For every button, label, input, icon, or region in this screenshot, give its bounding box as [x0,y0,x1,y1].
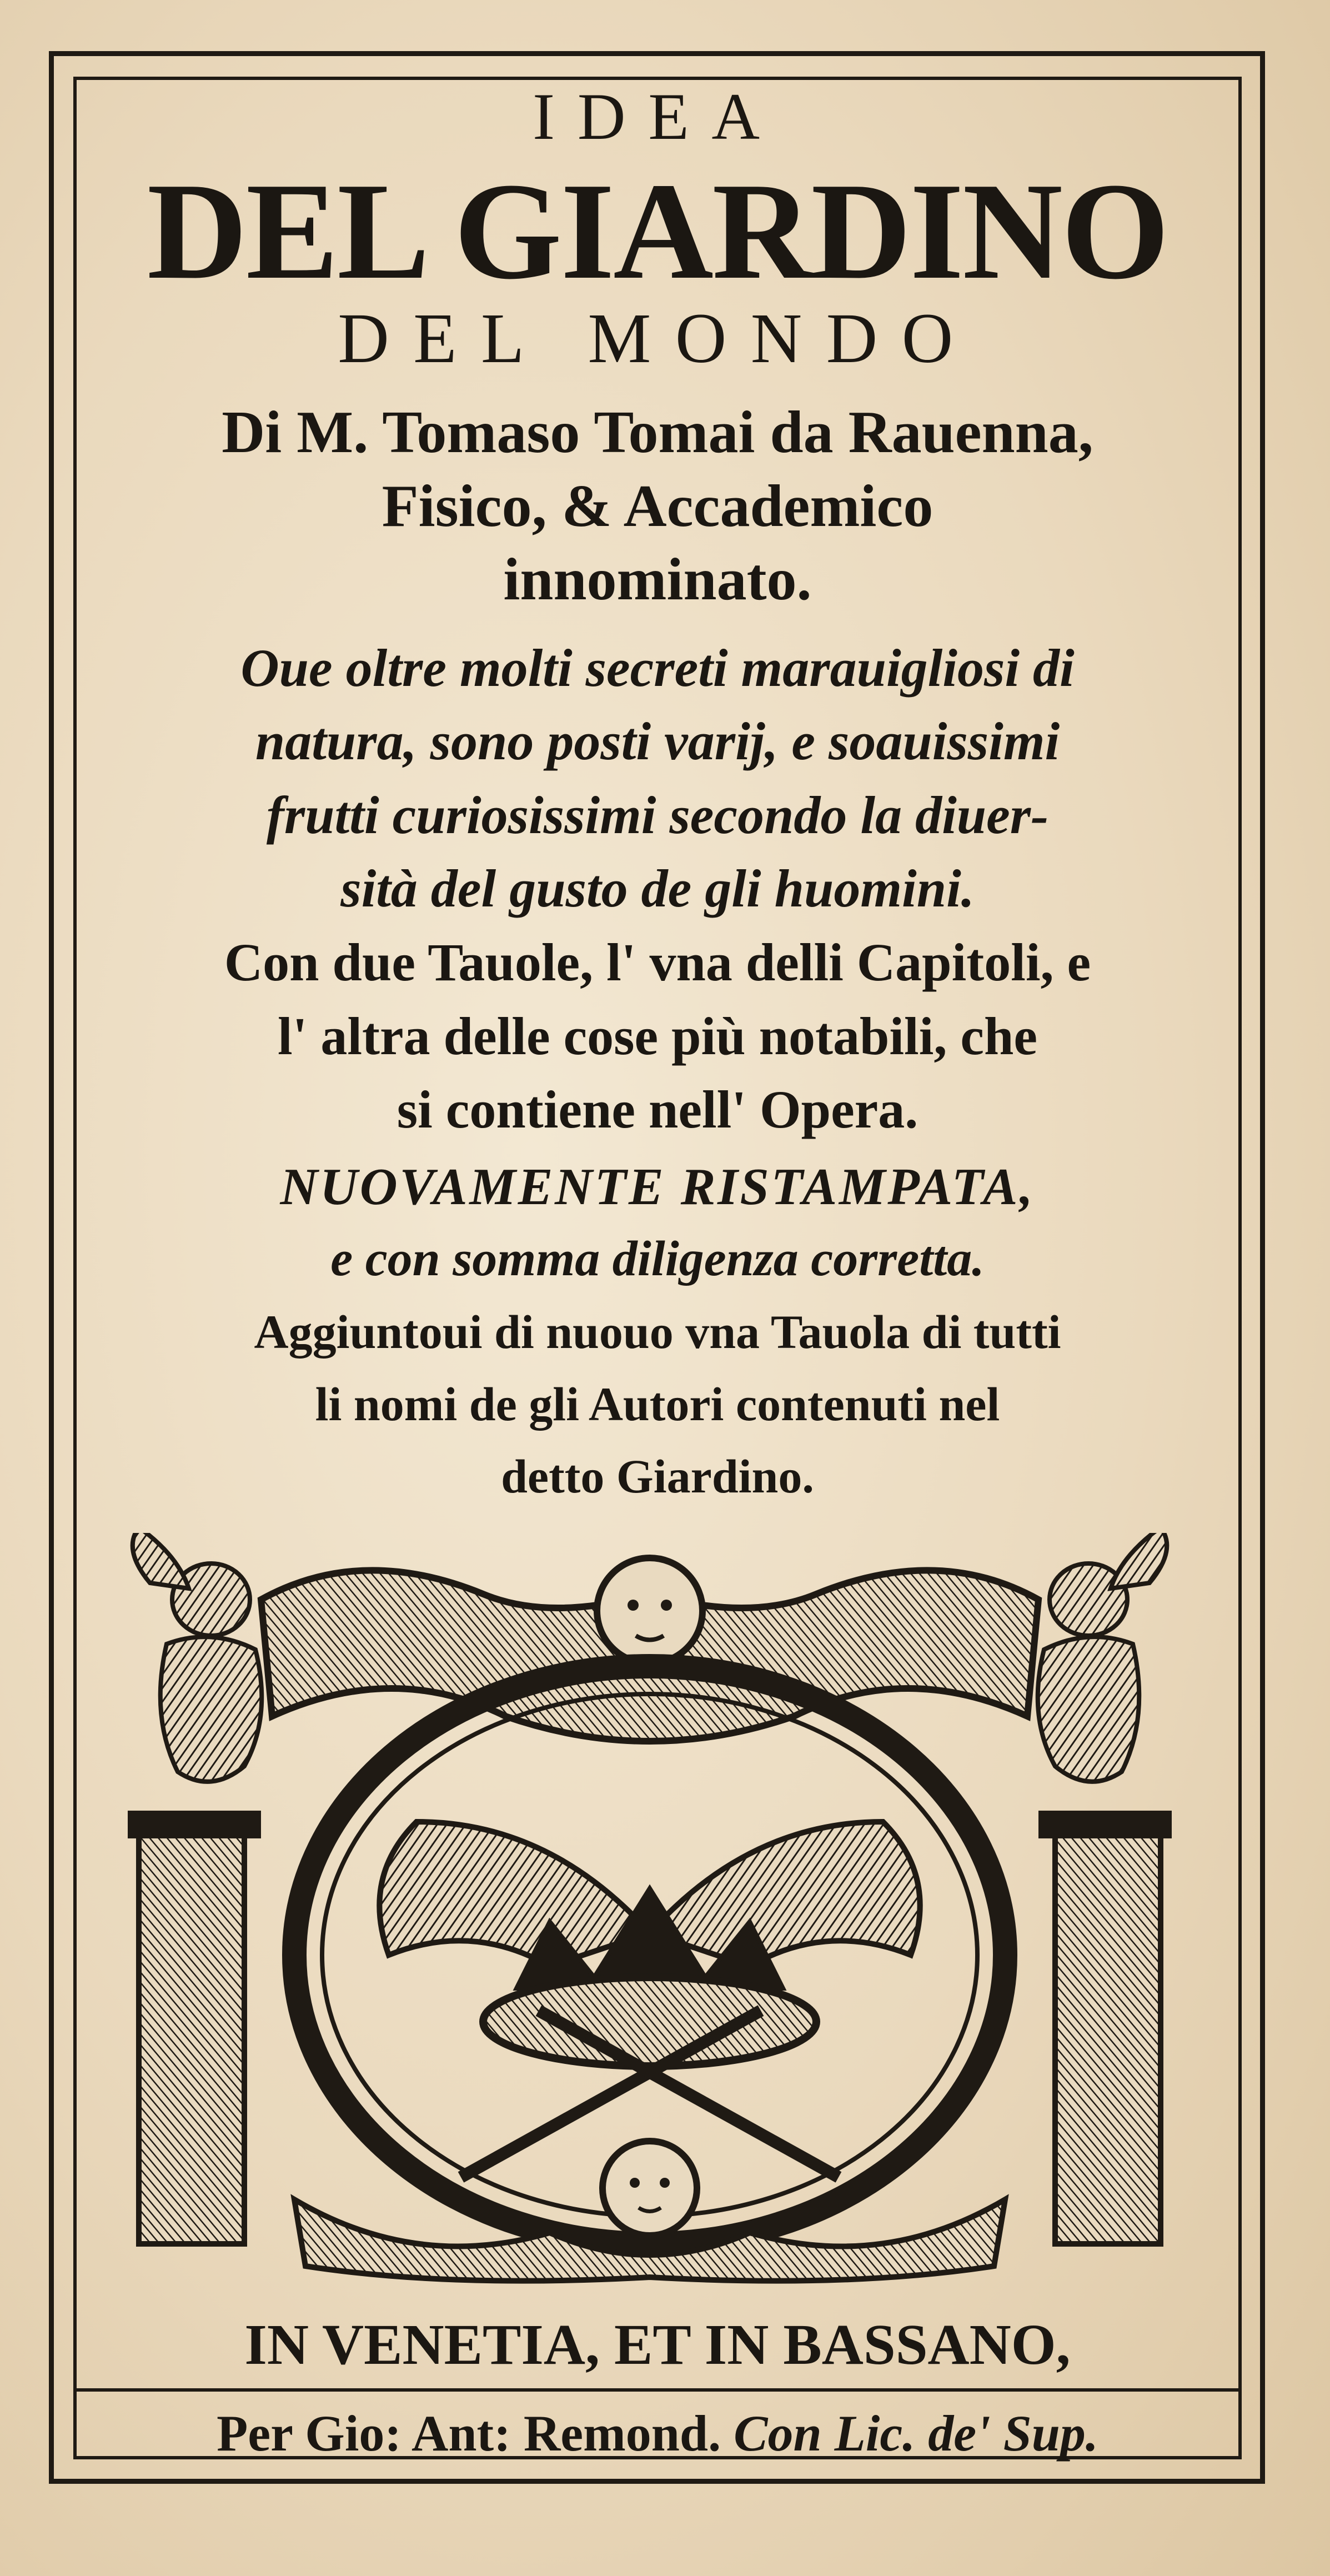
author-line-1: Di M. Tomaso Tomai da Rauenna, [222,399,1093,465]
added-line-3: detto Giardino. [501,1450,814,1503]
imprint-top-rule [73,2388,1242,2392]
woodcut-ornament-icon [128,1533,1172,2288]
author-line-3: innominato. [503,547,812,613]
reprint-line-1: NUOVAMENTE RISTAMPATA, [280,1158,1035,1216]
tables-line-2: l' altra delle cose più notabili, che [278,1006,1037,1066]
imprint-printer: Per Gio: Ant: Remond. [217,2405,721,2462]
added-line-1: Aggiuntoui di nuouo vna Tauola di tutti [254,1305,1061,1359]
tables-line-1: Con due Tauole, l' vna delli Capitoli, e [224,933,1091,992]
description-line-4: sità del gusto de gli huomini. [340,859,975,918]
added-line-2: li nomi de gli Autori contenuti nel [315,1377,1000,1431]
imprint-line [73,2405,1242,2462]
description-line-2: natura, sono posti varij, e soauissimi [255,711,1060,771]
author-line-2: Fisico, & Accademico [382,473,933,539]
reprint-line-2: e con somma diligenza corretta. [330,1231,985,1286]
imprint-license: Con Lic. de' Sup. [734,2405,1098,2462]
description-line-1: Oue oltre molti secreti marauigliosi di [240,638,1075,698]
description-line-3: frutti curiosissimi secondo la diuer- [266,785,1049,845]
title-idea: IDEA [533,79,782,153]
title-del-mondo: DEL MONDO [338,299,977,378]
tables-line-3: si contiene nell' Opera. [397,1080,919,1139]
imprint-place: IN VENETIA, ET IN BASSANO, [244,2313,1071,2377]
title-del-giardino: DEL GIARDINO [147,154,1168,308]
